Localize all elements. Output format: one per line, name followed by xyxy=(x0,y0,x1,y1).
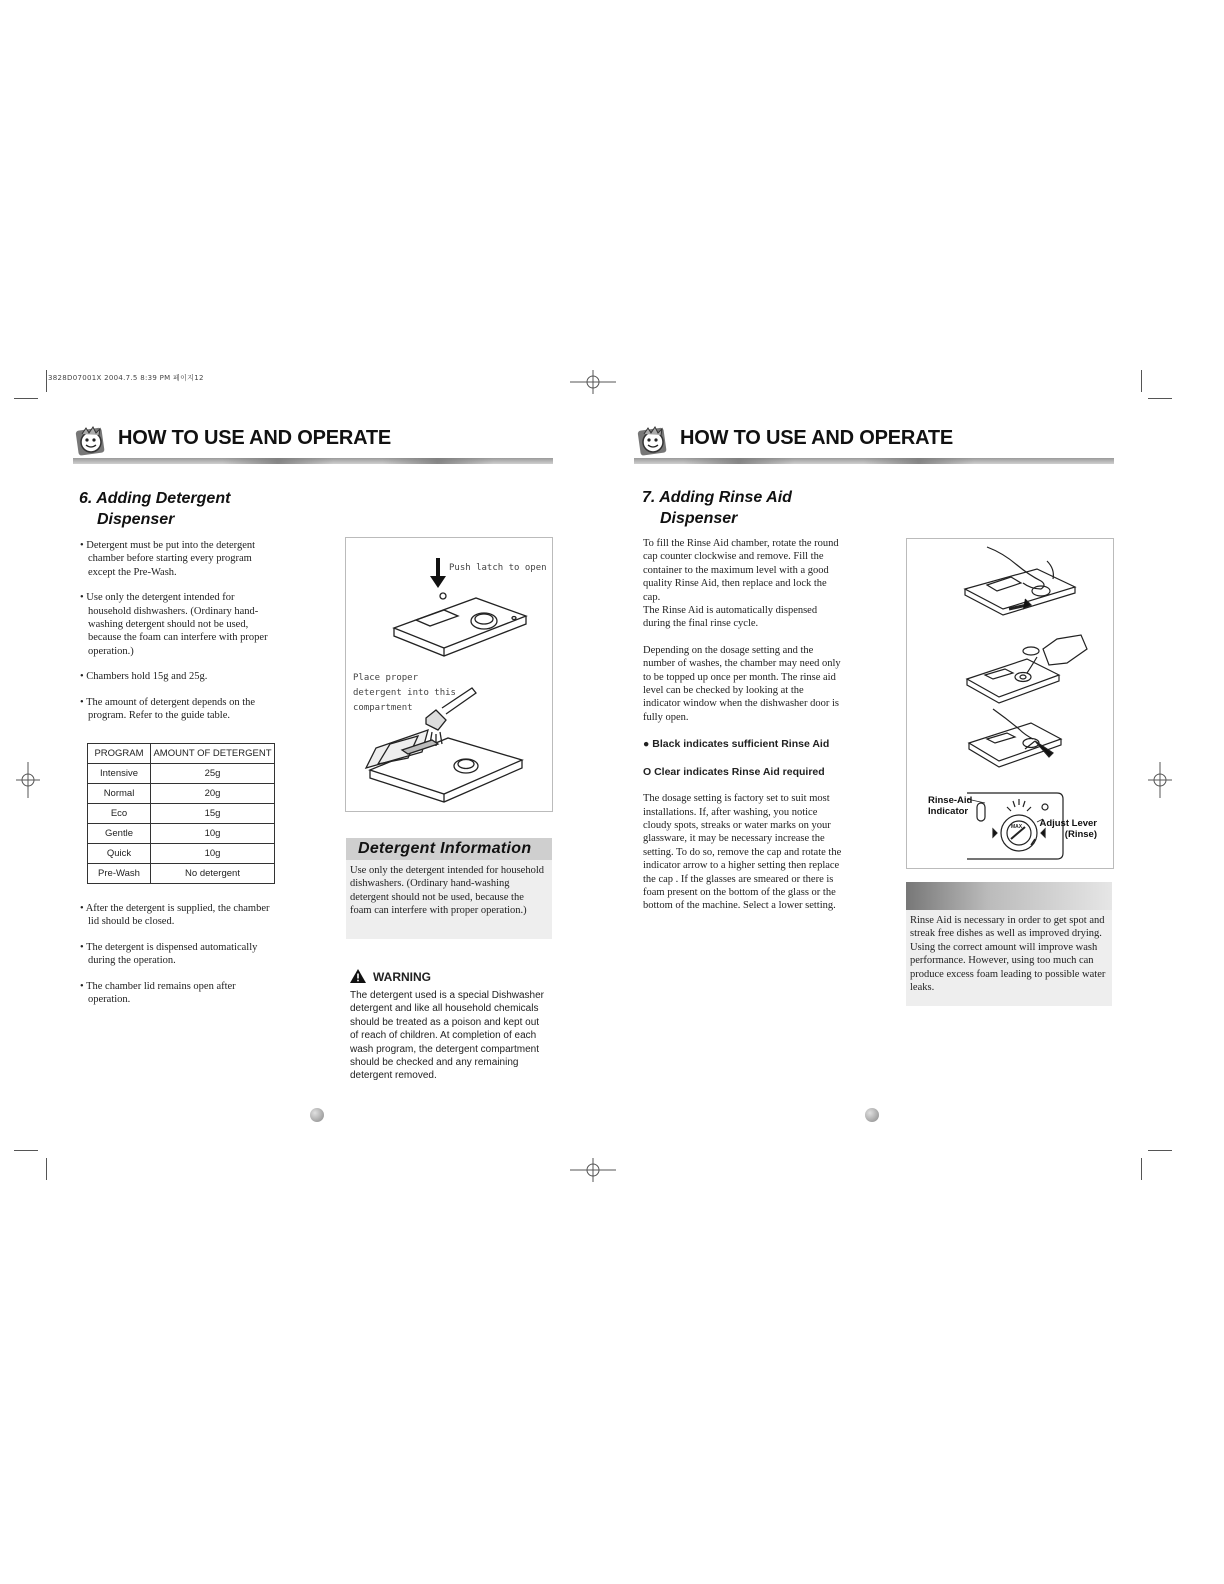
rinse-para-3: The dosage setting is factory set to suit most installations. If, after washing, you notice cloudy spots, streaks or water marks on your glassware, it may be necessary increase the setting. To do so, remove the cap and rotate the indicator arrow to a higher setting then replace the cap . If the glasses are smeared or there is foam present on the bottom of the glass or the bottom of the machine. Select a lower setting. xyxy=(643,793,842,912)
rinse-para-1: To fill the Rinse Aid chamber, rotate the round cap counter clockwise and remove. Fill the container to the maximum level with a good quality Rinse Aid, then replace and lock the cap. xyxy=(643,538,839,603)
table-cell: 20g xyxy=(151,784,275,804)
rinse-aid-indicator-label xyxy=(928,795,972,817)
rinse-para-1b: The Rinse Aid is automatically dispensed during the final rinse cycle. xyxy=(643,605,818,630)
page-header-title: HOW TO USE AND OPERATE xyxy=(680,427,954,449)
table-cell: Quick xyxy=(88,844,151,864)
adjust-label-line1: Adjust Lever xyxy=(1039,818,1097,829)
table-row xyxy=(88,804,275,824)
table-header-row xyxy=(88,744,275,764)
table-row xyxy=(88,784,275,804)
crop-mark xyxy=(1148,398,1172,399)
crop-mark xyxy=(46,1158,47,1180)
registration-mark-icon xyxy=(1148,762,1172,798)
adjust-lever-label xyxy=(1039,818,1097,840)
section-title xyxy=(642,487,792,529)
bullet-item: • Chambers hold 15g and 25g. xyxy=(80,671,208,683)
table-cell: 10g xyxy=(151,844,275,864)
rinse-aid-label-line2: Indicator xyxy=(928,806,969,817)
crop-mark xyxy=(1148,1150,1172,1151)
table-cell: Intensive xyxy=(88,764,151,784)
warning-title: WARNING xyxy=(373,970,431,984)
warning-text: The detergent used is a special Dishwasher detergent and like all household chemicals should be treated as a poison and kept out of reach of children. At completion of each wash program, the detergent compartment should be checked and any remaining detergent removed. xyxy=(350,990,544,1082)
print-slug: 3828D07001X 2004.7.5 8:39 PM 페이지12 xyxy=(48,374,204,382)
rinse-para-2: Depending on the dosage setting and the number of washes, the chamber may need only to be topped up once per month. The rinse aid level can be checked by looking at the indicator window when the dishwasher door is fully open. xyxy=(643,644,841,723)
adjust-label-line2: (Rinse) xyxy=(1064,829,1097,840)
mascot-icon xyxy=(636,424,670,458)
detergent-info-box xyxy=(346,838,552,939)
place-label-1: Place proper xyxy=(353,673,419,683)
registration-mark-icon xyxy=(570,1158,616,1182)
dispenser-figure xyxy=(345,537,553,812)
section-title-line2: Dispenser xyxy=(660,510,738,527)
table-row xyxy=(88,764,275,784)
page-header-title: HOW TO USE AND OPERATE xyxy=(118,427,392,449)
table-cell: 10g xyxy=(151,824,275,844)
detergent-guide-table xyxy=(87,743,275,884)
place-label-3: compartment xyxy=(353,703,413,713)
crop-mark xyxy=(1141,370,1142,392)
section-title xyxy=(79,488,230,530)
section-title-line1: 6. Adding Detergent xyxy=(79,490,231,507)
crop-mark xyxy=(14,1150,38,1151)
bullet-item: • The detergent is dispensed automatically during the operation. xyxy=(80,941,258,967)
bullet-item: • Detergent must be put into the detergent chamber before starting every program except the Pre-Wash. xyxy=(80,540,256,578)
rinse-info-box xyxy=(906,882,1112,1006)
table-cell: 15g xyxy=(151,804,275,824)
registration-mark-icon xyxy=(570,370,616,394)
table-cell: Eco xyxy=(88,804,151,824)
mascot-icon xyxy=(74,424,108,458)
table-cell: Pre-Wash xyxy=(88,864,151,884)
warning-heading xyxy=(350,968,431,986)
table-row xyxy=(88,844,275,864)
clear-indicator-line: O Clear indicates Rinse Aid required xyxy=(643,765,825,778)
dispenser-illustration xyxy=(346,538,552,811)
rinse-info-text: Rinse Aid is necessary in order to get spot and streak free dishes as well as improved drying. Using the correct amount will improve wash performance. However, using too much can produce excess foam leading to possible water leaks. xyxy=(910,915,1106,994)
header-rule xyxy=(634,458,1114,464)
rinse-aid-figure xyxy=(906,538,1114,869)
registration-mark-icon xyxy=(16,762,40,798)
crop-mark xyxy=(1141,1158,1142,1180)
crop-mark xyxy=(14,398,38,399)
rinse-aid-text xyxy=(643,537,843,913)
bullet-item: • After the detergent is supplied, the chamber lid should be closed. xyxy=(80,903,270,928)
table-header: AMOUNT OF DETERGENT xyxy=(151,744,275,764)
place-label-2: detergent into this xyxy=(353,688,456,698)
table-cell: Gentle xyxy=(88,824,151,844)
crop-mark xyxy=(46,370,47,392)
page-number-dot xyxy=(865,1108,879,1122)
detergent-bullets xyxy=(80,539,280,734)
push-latch-label: Push latch to open xyxy=(449,563,547,573)
bullet-item: • The amount of detergent depends on the program. Refer to the guide table. xyxy=(80,696,256,722)
bullet-item: • The chamber lid remains open after operation. xyxy=(80,980,236,1006)
detergent-bullets-bottom xyxy=(80,902,280,1018)
header-rule xyxy=(73,458,553,464)
warning-icon xyxy=(350,969,366,983)
section-title-line1: 7. Adding Rinse Aid xyxy=(642,489,792,506)
table-cell: 25g xyxy=(151,764,275,784)
info-box-title: Detergent Information xyxy=(346,838,552,860)
dial-max-label: MAX xyxy=(1011,824,1023,830)
table-row xyxy=(88,864,275,884)
table-cell: Normal xyxy=(88,784,151,804)
table-row xyxy=(88,824,275,844)
info-box-text: Use only the detergent intended for household dishwashers. (Ordinary hand-washing detergent should not be used, because the foam can interfere with proper operation.) xyxy=(350,865,545,917)
rinse-info-head-bar xyxy=(906,882,1112,910)
table-header: PROGRAM xyxy=(88,744,151,764)
black-indicator-line: ● Black indicates sufficient Rinse Aid xyxy=(643,738,830,751)
table-cell: No detergent xyxy=(151,864,275,884)
rinse-aid-label-line1: Rinse-Aid xyxy=(928,795,973,806)
bullet-item: • Use only the detergent intended for household dishwashers. (Ordinary hand-washing detergent should not be used, because the foam can interfere with proper operation.) xyxy=(80,592,268,657)
section-title-line2: Dispenser xyxy=(97,511,175,528)
page-number-dot xyxy=(310,1108,324,1122)
